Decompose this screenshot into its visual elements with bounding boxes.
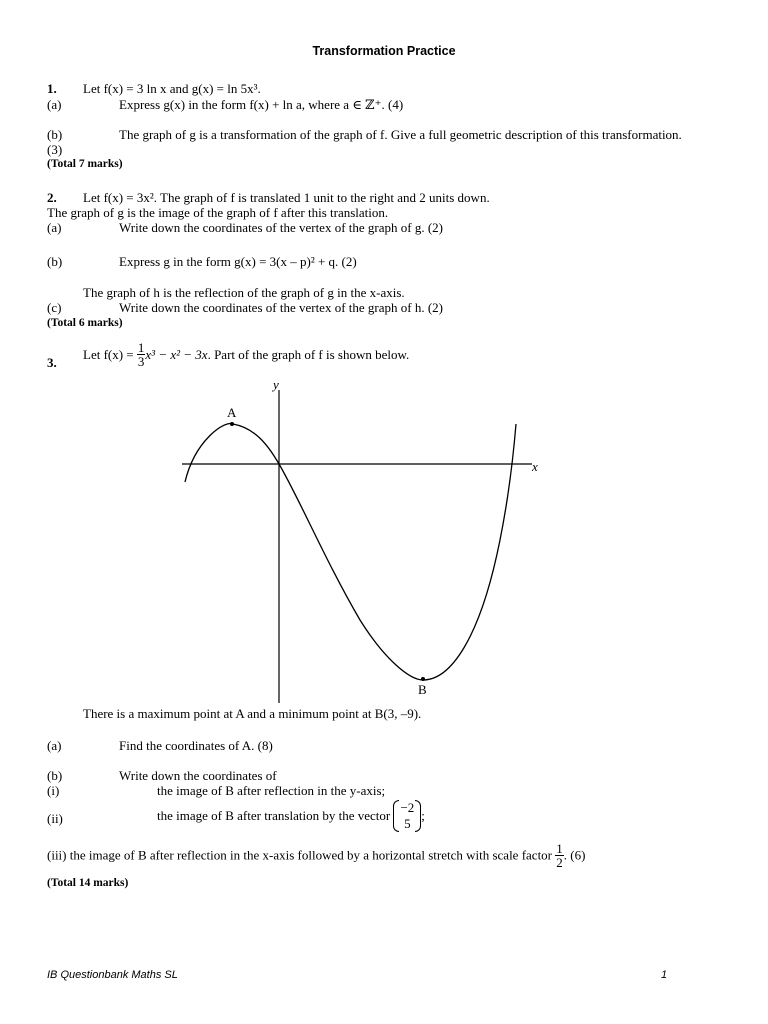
vector-top: −2 <box>400 800 415 815</box>
page-number: 1 <box>661 969 668 981</box>
q3-frac-num: 1 <box>137 340 145 355</box>
point-a-label: A <box>227 405 237 420</box>
q3-intro-post: . Part of the graph of f is shown below. <box>207 347 410 362</box>
q2-mid-text: The graph of h is the reflection of the graph of g in the x-axis. <box>83 285 405 300</box>
translation-vector <box>393 800 421 832</box>
q2-number: 2. <box>47 190 57 205</box>
q1-total: (Total 7 marks) <box>47 158 123 170</box>
q1-b-label: (b) <box>47 127 63 142</box>
q3-i-text: the image of B after reflection in the y-axis; <box>157 783 386 798</box>
q3-intro-pre: Let f(x) = <box>83 347 137 362</box>
iii-frac-num: 1 <box>556 841 563 856</box>
q1-b-marks: (3) <box>47 142 63 157</box>
q3-iii-end: . (6) <box>563 847 586 863</box>
q1-intro: Let f(x) = 3 ln x and g(x) = ln 5x³. <box>83 81 261 96</box>
y-axis-label: y <box>273 377 279 392</box>
q2-total: (Total 6 marks) <box>47 317 123 329</box>
q3-a-label: (a) <box>47 738 62 753</box>
q2-intro2: The graph of g is the image of the graph of f after this translation. <box>47 205 389 220</box>
curve-f <box>185 423 516 680</box>
q3-b-text: Write down the coordinates of <box>119 768 277 783</box>
q3-ii-text: the image of B after translation by the vector <box>157 808 391 823</box>
q2-c-text: Write down the coordinates of the vertex of the graph of h. (2) <box>119 300 444 315</box>
q3-iii-text: (iii) the image of B after reflection in the x-axis followed by a horizontal stretch with scale factor <box>47 847 553 863</box>
q1-a-label: (a) <box>47 97 62 112</box>
vector-bottom: 5 <box>404 816 411 831</box>
q3-frac-den: 3 <box>137 354 145 369</box>
q3-total: (Total 14 marks) <box>47 877 129 889</box>
point-b-label: B <box>418 682 427 697</box>
q1-b-text: The graph of g is a transformation of the graph of f. Give a full geometric description of this transformation. <box>119 127 682 142</box>
q3-i-label: (i) <box>47 783 60 798</box>
point-a-marker <box>230 422 234 426</box>
q1-a-text: Express g(x) in the form f(x) + ln a, where a ∈ ℤ⁺. (4) <box>119 97 404 112</box>
q3-iii-line <box>47 842 585 869</box>
q2-b-text: Express g in the form g(x) = 3(x – p)² + q. (2) <box>119 254 357 269</box>
q2-intro: Let f(x) = 3x². The graph of f is translated 1 unit to the right and 2 units down. <box>83 190 490 205</box>
q3-ii-end: ; <box>421 808 425 823</box>
q3-ii-line <box>157 800 425 832</box>
q2-b-label: (b) <box>47 254 63 269</box>
q3-intro-expr: x³ − x² − 3x <box>145 347 208 362</box>
q2-a-label: (a) <box>47 220 62 235</box>
q3-statement: There is a maximum point at A and a minimum point at B(3, –9). <box>83 706 422 721</box>
q3-ii-label: (ii) <box>47 811 63 826</box>
point-b-marker <box>421 677 425 681</box>
x-axis-label: x <box>532 459 538 474</box>
iii-frac-den: 2 <box>556 855 563 870</box>
page-title: Transformation Practice <box>312 44 456 58</box>
footer-source: IB Questionbank Maths SL <box>47 969 178 981</box>
q3-a-text: Find the coordinates of A. (8) <box>119 738 273 753</box>
q1-number: 1. <box>47 81 57 96</box>
q3-number: 3. <box>47 355 57 370</box>
q2-c-label: (c) <box>47 300 62 315</box>
q2-a-text: Write down the coordinates of the vertex of the graph of g. (2) <box>119 220 444 235</box>
scale-factor-fraction <box>555 842 564 869</box>
q3-b-label: (b) <box>47 768 63 783</box>
